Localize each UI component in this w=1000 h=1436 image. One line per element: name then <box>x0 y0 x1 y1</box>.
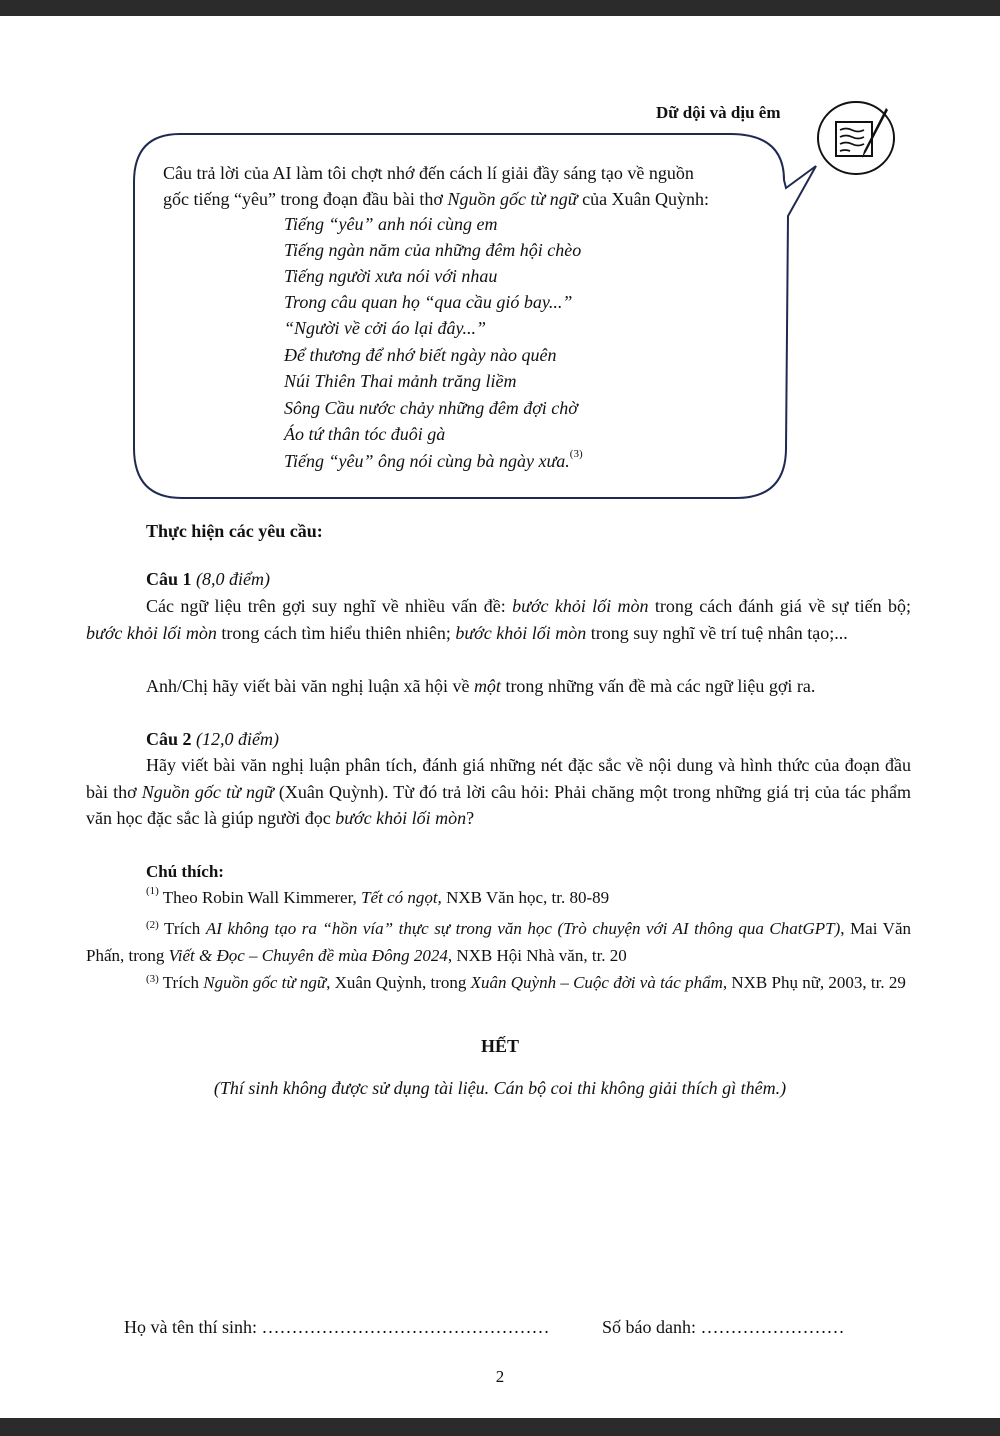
tasks-heading: Thực hiện các yêu cầu: <box>146 521 323 541</box>
end-marker: HẾT <box>480 1036 519 1056</box>
bubble-intro-line-1: Câu trả lời của AI làm tôi chợt nhớ đến cách lí giải đầy sáng tạo về nguồn <box>163 163 694 183</box>
poem-footnote-ref: (3) <box>569 448 583 460</box>
bubble-intro-line-2: gốc tiếng “yêu” trong đoạn đầu bài thơ Nguồn gốc từ ngữ của Xuân Quỳnh: <box>163 189 710 209</box>
exam-instruction: (Thí sinh không được sử dụng tài liệu. Cán bộ coi thi không giải thích gì thêm.) <box>213 1078 787 1098</box>
notes-heading: Chú thích: <box>146 862 224 881</box>
question-1-title: Câu 1 (8,0 điểm) <box>146 569 270 589</box>
poem-line: Trong câu quan họ “qua cầu gió bay...” <box>284 292 573 312</box>
footnote-1: $^{(1)}$ Theo Robin Wall Kimmerer, Tết có ngọt, NXB Văn học, tr. 80-89 <box>146 885 610 907</box>
poem-line: “Người về cởi áo lại đây...” <box>284 318 487 338</box>
question-2-title: Câu 2 (12,0 điểm) <box>146 729 279 749</box>
question-1-prompt: Anh/Chị hãy viết bài văn nghị luận xã hội về một trong những vấn đề mà các ngữ liệu gợi ra. <box>146 676 816 696</box>
poem-line: Núi Thiên Thai mảnh trăng liềm <box>284 371 517 391</box>
poem-line: Để thương để nhớ biết ngày nào quên <box>284 345 557 365</box>
section-title: Dữ dội và dịu êm <box>656 103 781 122</box>
footnote-2: $^{(2)}$ Trích AI không tạo ra “hồn vía” thực sự trong văn học (Trò chuyện với AI thông qua ChatGPT), Mai Văn Phấn, trong Viết & Đọc – Chuyên đề mùa Đông 2024, NXB Hội Nhà văn, tr. 20 <box>86 919 911 965</box>
poem-line: Tiếng ngàn năm của những đêm hội chèo <box>284 240 582 260</box>
poem-line: Áo tứ thân tóc đuôi gà <box>284 424 446 444</box>
document-page <box>0 16 1000 1418</box>
candidate-id-field: Số báo danh: …………………… <box>602 1317 845 1337</box>
writing-notebook-icon <box>814 96 900 180</box>
question-2-paragraph: Hãy viết bài văn nghị luận phân tích, đánh giá những nét đặc sắc về nội dung và hình thức của đoạn đầu bài thơ Nguồn gốc từ ngữ (Xuân Quỳnh). Từ đó trả lời câu hỏi: Phải chăng một trong những giá trị của tác phẩm văn học đặc sắc là giúp người đọc bước khỏi lối mòn? <box>86 755 911 828</box>
poem-line: Tiếng người xưa nói với nhau <box>284 266 498 286</box>
poem-line: Tiếng “yêu” ông nói cùng bà ngày xưa.$^{(3)}$ <box>284 448 583 471</box>
candidate-name-field: Họ và tên thí sinh: ………………………………………… <box>124 1317 550 1337</box>
question-1-paragraph: Các ngữ liệu trên gợi suy nghĩ về nhiều vấn đề: bước khỏi lối mòn trong cách đánh giá về sự tiến bộ; bước khỏi lối mòn trong cách tìm hiểu thiên nhiên; bước khỏi lối mòn trong suy nghĩ về trí tuệ nhân tạo;... <box>86 596 912 643</box>
footnote-3: $^{(3)}$ Trích Nguồn gốc từ ngữ, Xuân Quỳnh, trong Xuân Quỳnh – Cuộc đời và tác phẩm, NXB Phụ nữ, 2003, tr. 29 <box>146 973 906 992</box>
poem-line: Sông Cầu nước chảy những đêm đợi chờ <box>284 398 578 418</box>
poem-line: Tiếng “yêu” anh nói cùng em <box>284 214 498 234</box>
page-number: 2 <box>495 1367 505 1386</box>
